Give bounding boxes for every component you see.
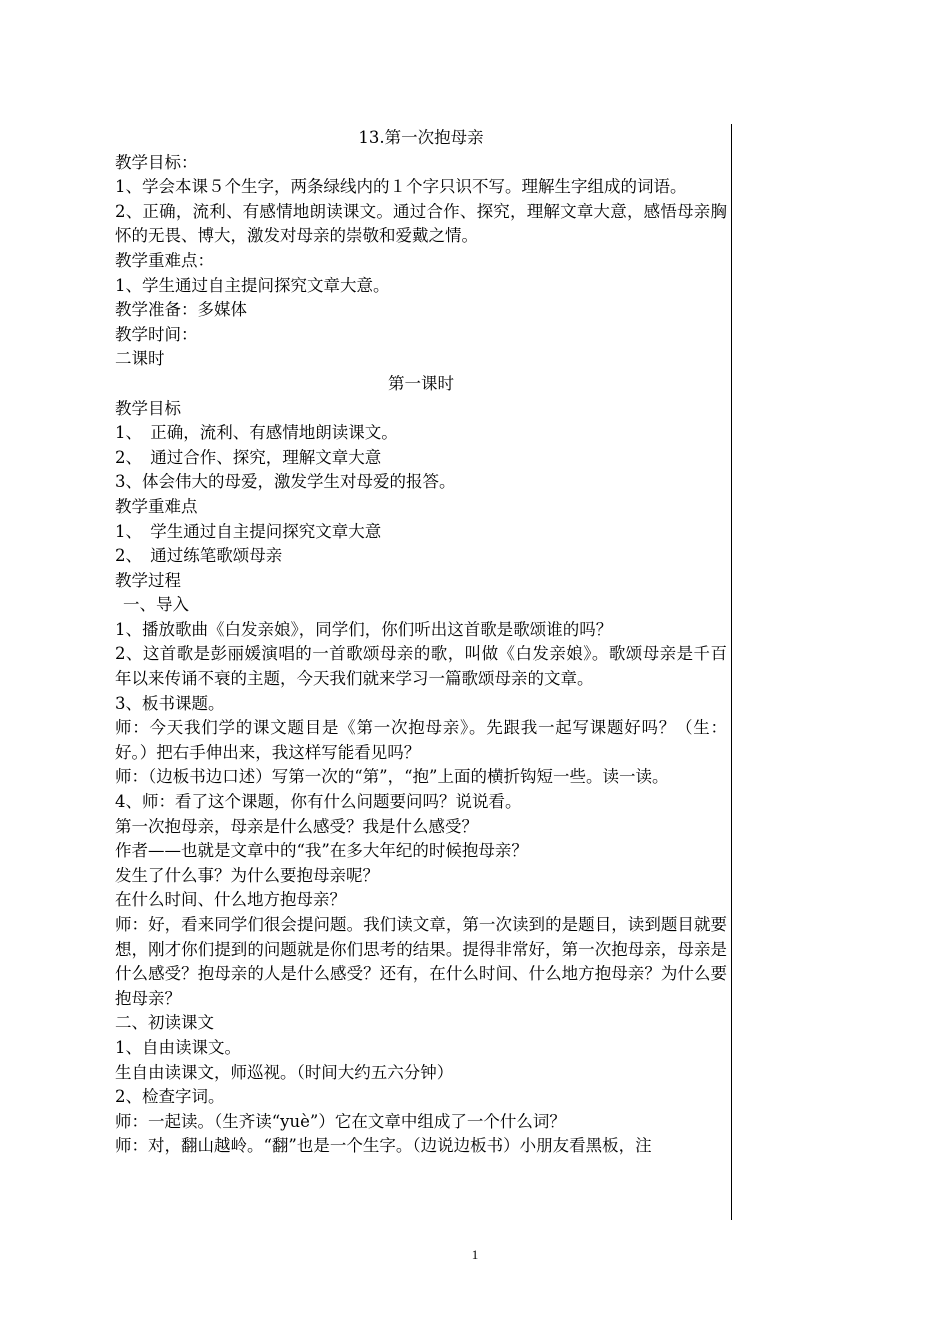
paragraph: 1、播放歌曲《白发亲娘》，同学们，你们听出这首歌是歌颂谁的吗？ xyxy=(115,619,613,639)
paragraph: 4、师：看了这个课题，你有什么问题要问吗？说说看。 xyxy=(115,792,522,812)
paragraph: 2、这首歌是彭丽媛演唱的一首歌颂母亲的歌，叫做《白发亲娘》。歌颂母亲是千百年以来传诵不衰的主题，今天我们就来学习一篇歌颂母亲的文章。 xyxy=(115,644,727,689)
paragraph: 1、 学生通过自主提问探究文章大意 xyxy=(115,521,382,541)
paragraph: 一、导入 xyxy=(123,595,189,615)
document-lines xyxy=(115,151,727,1159)
paragraph: 二课时 xyxy=(115,349,165,369)
paragraph: 教学时间： xyxy=(115,324,198,344)
paragraph: 教学目标： xyxy=(115,152,198,172)
paragraph: 2、正确，流利、有感情地朗读课文。通过合作、探究，理解文章大意，感悟母亲胸怀的无畏、博大，激发对母亲的崇敬和爱戴之情。 xyxy=(115,201,727,246)
paragraph: 师：好，看来同学们很会提问题。我们读文章，第一次读到的是题目，读到题目就要想，刚才你们提到的问题就是你们思考的结果。提得非常好，第一次抱母亲，母亲是什么感受？抱母亲的人是什么感受？还有，在什么时间、什么地方抱母亲？为什么要抱母亲？ xyxy=(115,915,727,1008)
paragraph: 师：今天我们学的课文题目是《第一次抱母亲》。先跟我一起写课题好吗？（生：好。）把右手伸出来，我这样写能看见吗？ xyxy=(115,718,727,762)
paragraph: 师：一起读。（生齐读“yuè”）它在文章中组成了一个什么词？ xyxy=(115,1111,566,1131)
paragraph: 教学重难点 xyxy=(115,496,198,516)
paragraph: 第一次抱母亲，母亲是什么感受？我是什么感受？ xyxy=(115,816,478,836)
paragraph: 1、学生通过自主提问探究文章大意。 xyxy=(115,275,390,295)
paragraph: 在什么时间、什么地方抱母亲？ xyxy=(115,890,346,910)
paragraph: 1、 正确，流利、有感情地朗读课文。 xyxy=(115,423,398,443)
paragraph: 师：对，翻山越岭。“翻”也是一个生字。（边说边板书）小朋友看黑板，注 xyxy=(115,1136,652,1156)
paragraph: 教学目标 xyxy=(115,398,181,418)
paragraph: 二、初读课文 xyxy=(115,1013,214,1033)
page-number: 1 xyxy=(471,1247,479,1262)
paragraph: 师：（边板书边口述）写第一次的“第”，“抱”上面的横折钩短一些。读一读。 xyxy=(115,767,669,787)
paragraph: 3、板书课题。 xyxy=(115,693,225,713)
paragraph: 第一课时 xyxy=(388,373,454,393)
paragraph: 2、 通过练笔歌颂母亲 xyxy=(115,546,283,566)
paragraph: 1、自由读课文。 xyxy=(115,1037,241,1057)
paragraph: 教学过程 xyxy=(115,570,181,590)
paragraph: 2、检查字词。 xyxy=(115,1087,225,1107)
document-body xyxy=(115,126,727,1159)
document-title: 13.第一次抱母亲 xyxy=(358,128,484,147)
paragraph: 2、 通过合作、探究，理解文章大意 xyxy=(115,447,382,467)
paragraph: 发生了什么事？为什么要抱母亲呢？ xyxy=(115,865,379,885)
paragraph: 教学重难点： xyxy=(115,250,214,270)
margin-rule xyxy=(731,124,732,1220)
paragraph: 作者——也就是文章中的“我”在多大年纪的时候抱母亲？ xyxy=(115,841,528,861)
paragraph: 生自由读课文，师巡视。（时间大约五六分钟） xyxy=(115,1062,454,1082)
paragraph: 教学准备：多媒体 xyxy=(115,300,247,320)
paragraph: 1、学会本课５个生字，两条绿线内的１个字只识不写。理解生字组成的词语。 xyxy=(115,177,687,197)
paragraph: 3、体会伟大的母爱，激发学生对母爱的报答。 xyxy=(115,472,456,492)
